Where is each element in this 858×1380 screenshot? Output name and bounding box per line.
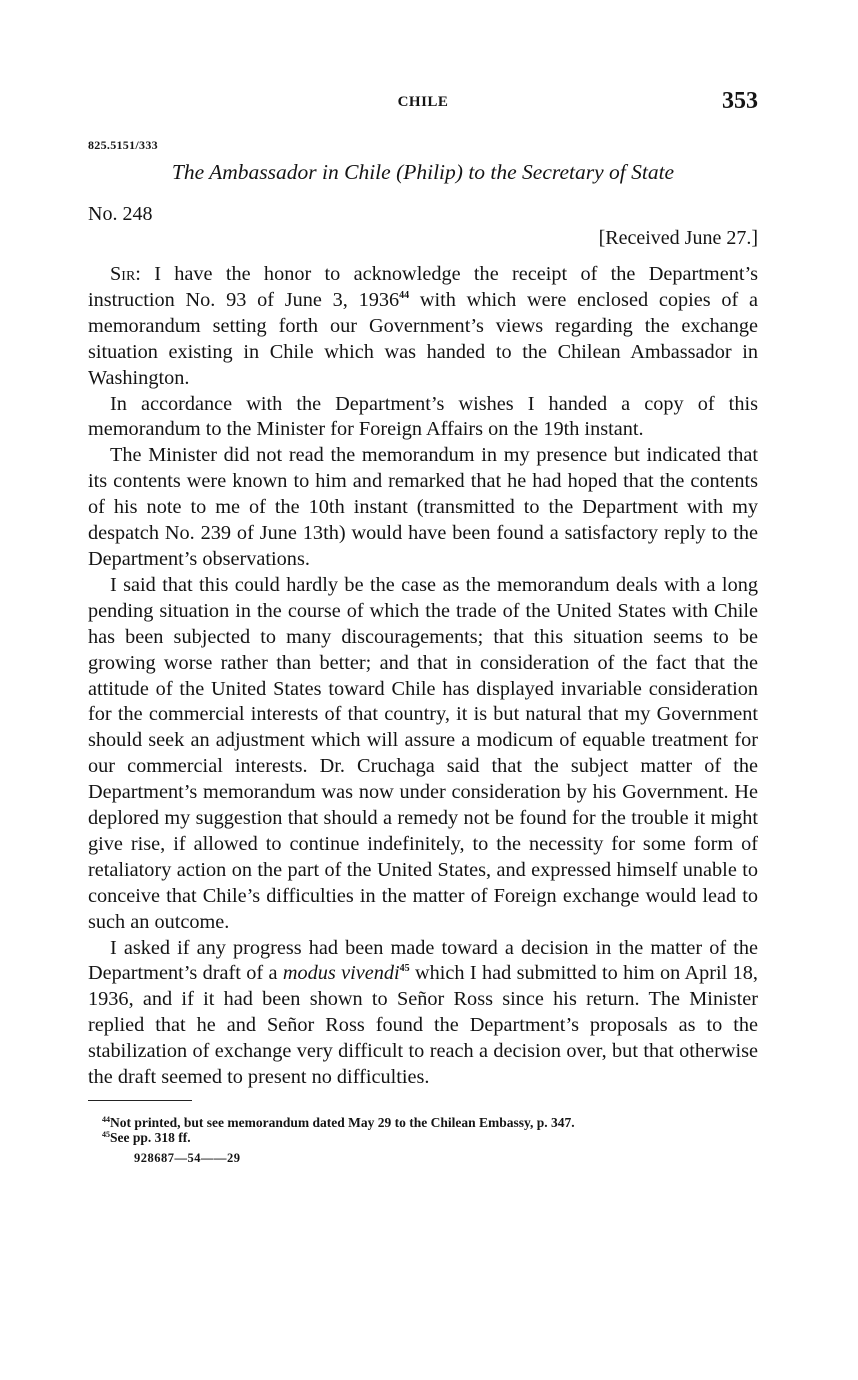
paragraph-3: The Minister did not read the memorandum in my presence but indicated that its contents were known to him and remarked that he had hoped that the contents of his note to me of the 10th instant (transmitted to the Department with my despatch No. 239 of June 13th) would have been found a satisfactory reply to the Department’s observations. [88,444,758,570]
printer-mark: 928687—54——29 [134,1151,241,1165]
footnote-45 [88,1130,758,1145]
document-page [88,88,758,1166]
modus-vivendi-term: modus vivendi [282,962,400,985]
letter-body [88,262,758,1091]
paragraph-5-text-b: which I had submitted to him on April 18, 1936, and if it had been shown to Señor Ross since his return. The Minister replied that he and Señor Ross found the Department’s proposals as to the stabilization of exchange very difficult to reach a decision over, but that otherwise the draft seemed to present no difficulties. [88,962,758,1089]
despatch-number: No. 248 [88,203,153,225]
footnote-44-marker: 44 [102,1115,110,1124]
footnote-divider [88,1100,192,1101]
document-heading: The Ambassador in Chile (Philip) to the Secretary of State [171,160,675,184]
received-date: [Received June 27.] [598,227,758,249]
running-header [88,88,758,122]
paragraph-1-text-a: : I have the honor to acknowledge the receipt of the Department’s instruction No. 93 of June 3, 1936 [88,263,758,311]
footnote-45-text: See pp. 318 ff. [110,1130,191,1145]
page-number: 353 [722,88,758,114]
running-title: CHILE [397,94,449,110]
footnote-45-marker: 45 [102,1130,110,1139]
paragraph-1 [88,262,758,392]
footnote-44-text: Not printed, but see memorandum dated May 29 to the Chilean Embassy, p. 347. [110,1115,575,1130]
paragraph-1-text-b: with which were enclosed copies of a memorandum setting forth our Government’s views regarding the exchange situation existing in Chile which was handed to the Chilean Ambassador in Washington. [88,288,758,389]
paragraph-5 [88,936,758,1091]
paragraph-4: I said that this could hardly be the case as the memorandum deals with a long pending situation in the course of which the trade of the United States with Chile has been subjected to many discouragements; that this situation seems to be growing worse rather than better; and that in consideration of the fact that the attitude of the United States toward Chile has displayed invariable consideration for the commercial interests of that country, it is but natural that my Government should seek an adjustment which will assure a modicum of equable treatment for our commercial interests. Dr. Cruchaga said that the subject matter of the Department’s memorandum was now under consideration by his Government. He deplored my suggestion that should a remedy not be found for the trouble it might give rise, if allowed to continue indefinitely, to the necessity for some form of retaliatory action on the part of the United States, and expressed himself unable to conceive that Chile’s difficulties in the matter of Foreign exchange would lead to such an outcome. [88,573,758,933]
footnote-ref-44: 44 [399,289,410,301]
footnote-ref-45: 45 [399,963,410,975]
footnotes [88,1115,758,1145]
file-number: 825.5151/333 [88,138,158,152]
salutation: Sir [110,263,136,285]
paragraph-5-text-a: I asked if any progress had been made toward a decision in the matter of the Department’s draft of a [88,936,758,985]
paragraph-2: In accordance with the Department’s wishes I handed a copy of this memorandum to the Minister for Foreign Affairs on the 19th instant. [88,392,758,441]
footnote-44 [88,1115,758,1130]
